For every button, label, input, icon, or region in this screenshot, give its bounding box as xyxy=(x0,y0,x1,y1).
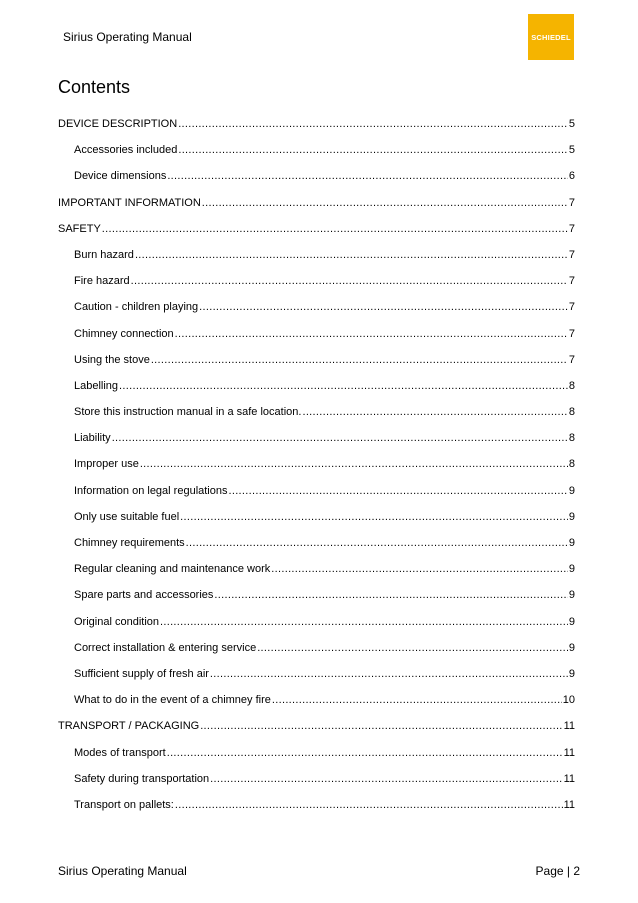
toc-entry[interactable] xyxy=(58,589,575,615)
toc-entry[interactable] xyxy=(58,694,575,720)
toc-entry-title: Only use suitable fuel xyxy=(74,510,180,523)
toc-entry[interactable] xyxy=(58,301,575,327)
toc-entry[interactable] xyxy=(58,406,575,432)
toc-entry[interactable] xyxy=(58,432,575,458)
toc-dot-leader xyxy=(175,799,563,811)
toc-entry[interactable] xyxy=(58,249,575,275)
toc-entry-page: 9 xyxy=(568,615,575,628)
toc-entry-page: 7 xyxy=(568,275,575,288)
toc-entry-page: 8 xyxy=(568,406,575,419)
toc-entry[interactable] xyxy=(58,144,575,170)
logo-text: SCHIEDEL xyxy=(531,32,571,42)
toc-dot-leader xyxy=(178,118,568,130)
toc-entry-title: Accessories included xyxy=(74,144,178,157)
toc-entry-title: Correct installation & entering service xyxy=(74,641,257,654)
toc-entry[interactable] xyxy=(58,458,575,484)
toc-entry-page: 5 xyxy=(568,118,575,130)
toc-dot-leader xyxy=(178,144,568,156)
toc-entry-title: Regular cleaning and maintenance work xyxy=(74,563,271,576)
toc-entry-title: Using the stove xyxy=(74,353,150,366)
toc-dot-leader xyxy=(214,589,567,601)
toc-entry-page: 11 xyxy=(563,720,575,733)
toc-dot-leader xyxy=(186,537,568,549)
toc-entry-page: 10 xyxy=(562,694,575,707)
toc-entry-title: Chimney connection xyxy=(74,327,174,340)
footer-title: Sirius Operating Manual xyxy=(58,864,187,878)
toc-dot-leader xyxy=(180,511,568,523)
footer-page-number: Page | 2 xyxy=(535,864,580,878)
toc-dot-leader xyxy=(271,563,568,575)
toc-entry[interactable] xyxy=(58,563,575,589)
schiedel-logo xyxy=(528,14,574,60)
toc-dot-leader xyxy=(140,458,568,470)
toc-entry[interactable] xyxy=(58,485,575,511)
toc-entry[interactable] xyxy=(58,328,575,354)
toc-entry-page: 7 xyxy=(568,353,575,366)
toc-entry-title: Labelling xyxy=(74,379,119,392)
toc-entry[interactable] xyxy=(58,747,575,773)
toc-entry[interactable] xyxy=(58,118,575,144)
toc-entry-title: Device dimensions xyxy=(74,170,167,183)
toc-entry-title: Original condition xyxy=(74,615,159,628)
toc-entry[interactable] xyxy=(58,642,575,668)
toc-dot-leader xyxy=(112,432,568,444)
toc-entry[interactable] xyxy=(58,616,575,642)
toc-entry-page: 8 xyxy=(568,432,575,445)
toc-dot-leader xyxy=(199,301,568,313)
toc-entry-page: 9 xyxy=(568,641,575,654)
toc-entry[interactable] xyxy=(58,537,575,563)
toc-entry-title: Sufficient supply of fresh air xyxy=(74,667,209,680)
toc-entry[interactable] xyxy=(58,773,575,799)
toc-entry-title: Chimney requirements xyxy=(74,537,185,549)
toc-entry-title: DEVICE DESCRIPTION xyxy=(58,118,178,130)
toc-entry-page: 9 xyxy=(568,510,575,523)
toc-entry[interactable] xyxy=(58,799,575,825)
toc-dot-leader xyxy=(272,694,562,706)
toc-entry-title: Burn hazard xyxy=(74,248,134,261)
toc-entry-page: 7 xyxy=(568,301,575,314)
toc-entry-page: 9 xyxy=(568,563,575,576)
toc-entry-title: Safety during transportation xyxy=(74,772,210,785)
table-of-contents xyxy=(58,118,575,825)
toc-entry[interactable] xyxy=(58,720,575,746)
header-title: Sirius Operating Manual xyxy=(63,30,192,44)
toc-entry-page: 8 xyxy=(568,458,575,471)
toc-dot-leader xyxy=(202,197,568,209)
toc-dot-leader xyxy=(160,616,568,628)
toc-dot-leader xyxy=(167,170,568,182)
toc-dot-leader xyxy=(228,485,567,497)
toc-entry[interactable] xyxy=(58,380,575,406)
toc-entry[interactable] xyxy=(58,170,575,196)
toc-dot-leader xyxy=(210,773,562,785)
toc-entry-page: 7 xyxy=(568,196,575,209)
toc-entry-page: 11 xyxy=(563,746,575,759)
toc-dot-leader xyxy=(302,406,567,418)
toc-entry-page: 9 xyxy=(568,537,575,549)
toc-entry-title: Liability xyxy=(74,432,111,445)
toc-dot-leader xyxy=(151,354,568,366)
toc-entry-page: 9 xyxy=(568,589,575,602)
toc-entry-title: Caution - children playing xyxy=(74,301,199,314)
toc-dot-leader xyxy=(175,328,568,340)
toc-entry[interactable] xyxy=(58,511,575,537)
toc-entry-title: Store this instruction manual in a safe location. xyxy=(74,406,302,419)
toc-entry-title: What to do in the event of a chimney fire xyxy=(74,694,271,707)
toc-entry-title: TRANSPORT / PACKAGING xyxy=(58,720,200,733)
toc-dot-leader xyxy=(257,642,568,654)
toc-entry-title: IMPORTANT INFORMATION xyxy=(58,196,201,209)
contents-heading: Contents xyxy=(58,77,131,97)
toc-dot-leader xyxy=(119,380,568,392)
toc-entry-page: 9 xyxy=(568,667,575,680)
toc-dot-leader xyxy=(102,223,568,235)
toc-entry[interactable] xyxy=(58,668,575,694)
toc-dot-leader xyxy=(131,275,568,287)
toc-entry-title: Spare parts and accessories xyxy=(74,589,214,602)
toc-entry-title: Modes of transport xyxy=(74,746,166,759)
toc-entry-page: 8 xyxy=(568,379,575,392)
toc-entry-page: 11 xyxy=(563,772,575,785)
toc-entry[interactable] xyxy=(58,223,575,249)
toc-entry-page: 11 xyxy=(563,798,575,811)
toc-dot-leader xyxy=(167,747,563,759)
toc-entry-title: Fire hazard xyxy=(74,275,130,288)
toc-entry-title: Improper use xyxy=(74,458,139,471)
toc-entry[interactable] xyxy=(58,354,575,380)
toc-entry-page: 5 xyxy=(568,144,575,157)
toc-entry-page: 7 xyxy=(568,248,575,261)
toc-entry-title: Transport on pallets: xyxy=(74,798,174,811)
toc-entry-title: Information on legal regulations xyxy=(74,484,228,497)
toc-entry-page: 9 xyxy=(568,484,575,497)
toc-dot-leader xyxy=(210,668,568,680)
toc-entry[interactable] xyxy=(58,275,575,301)
toc-entry-page: 7 xyxy=(568,222,575,235)
toc-entry-page: 6 xyxy=(568,170,575,183)
toc-dot-leader xyxy=(135,249,568,261)
toc-entry-title: SAFETY xyxy=(58,222,101,235)
toc-entry-page: 7 xyxy=(568,327,575,340)
toc-entry[interactable] xyxy=(58,197,575,223)
toc-dot-leader xyxy=(200,720,562,732)
